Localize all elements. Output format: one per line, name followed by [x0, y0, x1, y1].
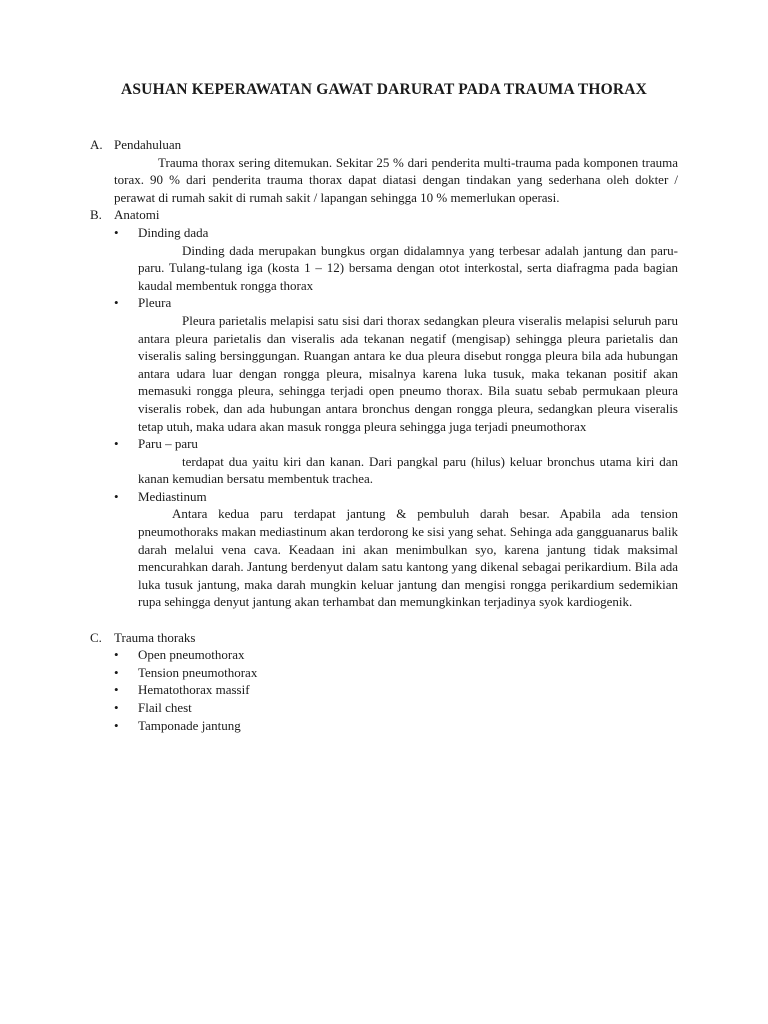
- list-item: [90, 646, 678, 664]
- bullet-label: Mediastinum: [138, 488, 207, 504]
- section-heading: [90, 629, 678, 647]
- list-item-label: Tamponade jantung: [138, 717, 241, 733]
- list-item-label: Hematothorax massif: [138, 682, 250, 698]
- bullet-label: Paru – paru: [138, 436, 198, 452]
- list-item-label: Tension pneumothorax: [138, 664, 258, 680]
- list-item-label: Open pneumothorax: [138, 647, 245, 663]
- list-item: [90, 488, 678, 611]
- bullet-row: [90, 435, 678, 453]
- section-heading-text: Trauma thoraks: [114, 629, 196, 645]
- document-body: [90, 136, 678, 734]
- section-anatomi: [90, 206, 678, 611]
- section-heading: [90, 136, 678, 154]
- list-item: [90, 681, 678, 699]
- section-letter: C.: [90, 629, 102, 645]
- section-heading-text: Pendahuluan: [114, 137, 182, 152]
- bullet-paragraph: Pleura parietalis melapisi satu sisi dari thorax sedangkan pleura viseralis melapisi seluruh paru antara pleura parietalis dan viseralis ada tekanan negatif (mengisap) sehingga pleura parietalis dan viseralis saling bersinggungan. Ruangan antara ke dua pleura disebut rongga pleura bila ada hubungan antara udara luar dengan rongga pleura, misalnya karena luka tusuk, maka tekanan positif akan memasuki rongga pleura, sehingga terjadi open pneumo thorax. Bila suatu sebab permukaan pleura viseralis robek, dan ada hubungan antara bronchus dengan rongga pleura, sedangkan pleura viseralis tetap utuh, maka udara akan masuk rongga pleura sehingga juga terjadi pneumothorax: [138, 312, 678, 434]
- list-item-label: Flail chest: [138, 700, 192, 715]
- section-letter: B.: [90, 207, 102, 223]
- bullet-icon: •: [114, 664, 119, 680]
- bullet-icon: •: [114, 224, 119, 240]
- bullet-icon: •: [114, 436, 119, 452]
- bullet-icon: •: [114, 647, 119, 663]
- bullet-icon: •: [114, 700, 119, 715]
- list-item: [90, 699, 678, 717]
- bullet-row: [90, 294, 678, 312]
- section-heading: [90, 206, 678, 224]
- bullet-row: [90, 224, 678, 242]
- bullet-icon: •: [114, 682, 119, 698]
- document-title: ASUHAN KEPERAWATAN GAWAT DARURAT PADA TRAUMA THORAX: [120, 81, 648, 98]
- list-item: [90, 294, 678, 435]
- list-item: [90, 224, 678, 294]
- bullet-icon: •: [114, 488, 119, 504]
- section-trauma-thoraks: [90, 629, 678, 735]
- list-item: [90, 717, 678, 735]
- spacer: [90, 611, 678, 629]
- section-heading-text: Anatomi: [114, 207, 160, 223]
- bullet-icon: •: [114, 295, 119, 311]
- section-pendahuluan: [90, 136, 678, 206]
- list-item: [90, 664, 678, 682]
- trauma-list: [90, 646, 678, 734]
- bullet-paragraph: Antara kedua paru terdapat jantung & pembuluh darah besar. Apabila ada tension pneumothoraks makan mediastinum akan terdorong ke sisi yang sehat. Sehinga ada gangguanarus balik darah melalui vena cava. Keadaan ini akan menimbulkan syo, karena jantung tidak maksimal mencurahkan darah. Jantung berdenyut dalam satu kantong yang dikenal sebagai perikardium. Bila ada luka tusuk jantung, maka darah mungkin keluar jantung dan mengisi rongga perikardium sedemikian rupa sehingga denyut jantung akan terhambat dan memungkinkan terjadinya syok kardiogenik.: [138, 506, 678, 610]
- bullet-paragraph: Dinding dada merupakan bungkus organ didalamnya yang terbesar adalah jantung dan paru-paru. Tulang-tulang iga (kosta 1 – 12) bersama dengan otot interkostal, serta diafragma pada bagian kaudal membentuk rongga thorax: [138, 242, 678, 293]
- section-paragraph: Trauma thorax sering ditemukan. Sekitar 25 % dari penderita multi-trauma pada komponen trauma torax. 90 % dari penderita trauma thorax dapat diatasi dengan tindakan yang sederhana oleh dokter / perawat di rumah sakit di rumah sakit / lapangan sehingga 10 % memerlukan operasi.: [114, 154, 678, 205]
- bullet-paragraph: terdapat dua yaitu kiri dan kanan. Dari pangkal paru (hilus) keluar bronchus utama kiri dan kanan kemudian bersatu membentuk trachea.: [138, 453, 678, 487]
- bullet-label: Pleura: [138, 295, 172, 311]
- bullet-icon: •: [114, 717, 119, 733]
- list-item: [90, 435, 678, 488]
- anatomi-list: [90, 224, 678, 611]
- bullet-label: Dinding dada: [138, 224, 209, 240]
- bullet-row: [90, 488, 678, 506]
- section-letter: A.: [90, 137, 103, 152]
